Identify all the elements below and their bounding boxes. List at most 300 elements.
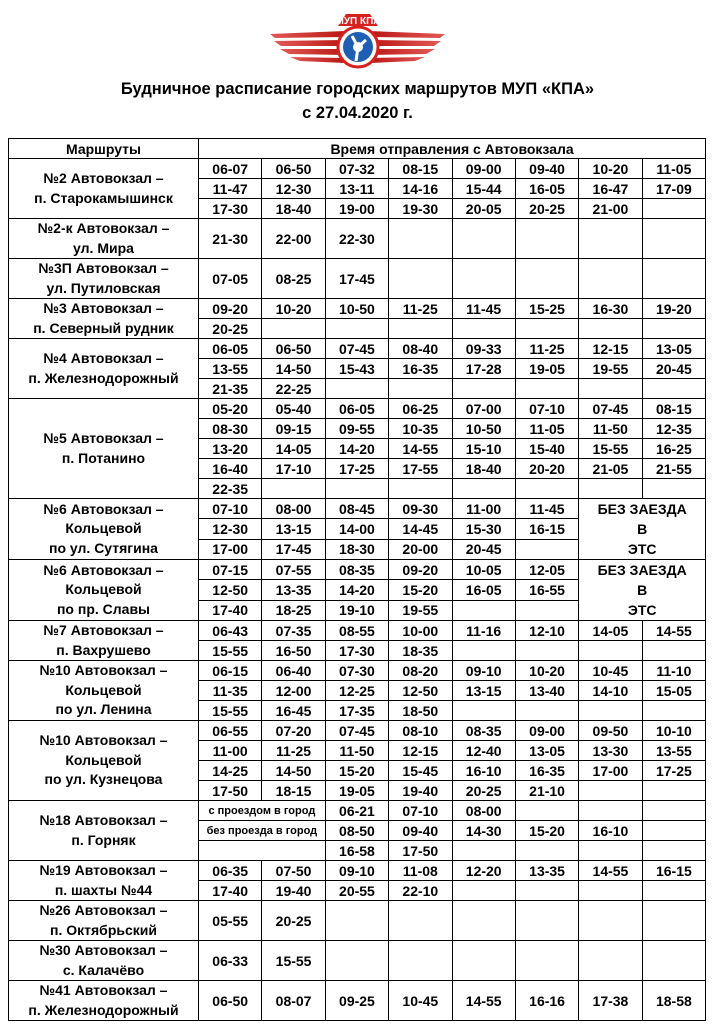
time-cell: 22-25 (262, 379, 325, 399)
time-cell: 09-15 (262, 419, 325, 439)
route-name-line: Кольцевой (65, 581, 142, 598)
time-cell: 09-55 (325, 419, 388, 439)
time-cell: 13-55 (642, 741, 705, 761)
route-name (9, 560, 199, 621)
time-cell (515, 219, 578, 259)
route-name-line: №30 Автовокзал – (39, 942, 168, 958)
time-cell: 15-55 (199, 641, 262, 661)
time-cell: 16-25 (642, 439, 705, 459)
time-cell (262, 479, 325, 499)
time-cell: 11-08 (389, 861, 452, 881)
time-cell: 06-33 (199, 941, 262, 981)
table-row (9, 661, 706, 681)
route-name (9, 621, 199, 661)
ets-note (579, 499, 706, 560)
time-cell (515, 479, 578, 499)
time-cell: 16-05 (515, 179, 578, 199)
route-name-line: №3 Автовокзал – (43, 300, 164, 316)
table-row (9, 981, 706, 1021)
time-cell: 07-00 (452, 399, 515, 419)
time-cell (642, 821, 705, 841)
time-cell: 13-35 (262, 580, 325, 600)
time-cell (452, 600, 515, 620)
time-cell: 15-43 (325, 359, 388, 379)
time-cell: 18-15 (262, 781, 325, 801)
time-cell: 14-05 (579, 621, 642, 641)
time-cell: 16-35 (389, 359, 452, 379)
route-name-line: №6 Автовокзал – (43, 500, 164, 517)
time-cell: 09-50 (579, 721, 642, 741)
table-row (9, 560, 706, 580)
time-cell: 12-15 (389, 741, 452, 761)
time-cell: 13-35 (515, 861, 578, 881)
time-cell: 17-00 (199, 539, 262, 559)
time-cell (642, 841, 705, 861)
time-cell: 08-30 (199, 419, 262, 439)
route-name-line: Кольцевой (65, 681, 142, 698)
time-cell: 11-47 (199, 179, 262, 199)
time-cell: 14-16 (389, 179, 452, 199)
time-cell: 14-25 (199, 761, 262, 781)
route-name (9, 259, 199, 299)
time-cell: 21-55 (642, 459, 705, 479)
time-cell: 07-45 (325, 339, 388, 359)
time-cell: 12-30 (262, 179, 325, 199)
time-cell (452, 379, 515, 399)
time-cell: 12-20 (452, 861, 515, 881)
ets-note-line: В (637, 582, 648, 598)
time-cell: 19-10 (325, 600, 388, 620)
time-cell (515, 881, 578, 901)
time-cell: 13-11 (325, 179, 388, 199)
time-cell: 17-10 (262, 459, 325, 479)
time-cell: 12-40 (452, 741, 515, 761)
time-cell: 19-55 (389, 600, 452, 620)
time-cell: 17-45 (325, 259, 388, 299)
route-name (9, 399, 199, 499)
route-name-line: по пр. Славы (56, 600, 151, 617)
route-name-line: №7 Автовокзал – (43, 622, 164, 638)
time-cell: 06-35 (199, 861, 262, 881)
table-row (9, 861, 706, 881)
time-cell: 10-35 (389, 419, 452, 439)
time-cell: 16-16 (515, 981, 578, 1021)
time-cell: 10-20 (262, 299, 325, 319)
time-cell (199, 841, 326, 861)
time-cell (389, 941, 452, 981)
time-cell: 10-20 (579, 159, 642, 179)
table-row (9, 721, 706, 741)
time-cell: 12-15 (579, 339, 642, 359)
time-cell: 17-38 (579, 981, 642, 1021)
time-cell: 09-20 (389, 560, 452, 580)
time-cell: 07-05 (199, 259, 262, 299)
time-cell: 08-07 (262, 981, 325, 1021)
time-cell: 10-45 (579, 661, 642, 681)
time-cell (515, 641, 578, 661)
time-cell: 13-30 (579, 741, 642, 761)
column-header-routes: Маршруты (9, 139, 199, 159)
table-header-row (9, 139, 706, 159)
time-cell: 17-25 (642, 761, 705, 781)
time-cell: 11-25 (389, 299, 452, 319)
route-name (9, 339, 199, 399)
time-cell: 14-55 (452, 981, 515, 1021)
route-name-line: №3П Автовокзал – (38, 260, 169, 276)
time-cell: 12-50 (389, 681, 452, 701)
time-cell: 07-50 (262, 861, 325, 881)
route-name-line: №2 Автовокзал – (43, 170, 164, 186)
route-name-line: п. шахты №44 (54, 881, 153, 898)
time-cell: 11-00 (199, 741, 262, 761)
time-cell: 17-35 (325, 701, 388, 721)
route-name-line: п. Северный рудник (33, 319, 174, 336)
time-cell: 10-20 (515, 661, 578, 681)
time-cell: 07-10 (199, 499, 262, 519)
route-name-line: п. Старокамышинск (34, 189, 173, 206)
time-cell (452, 219, 515, 259)
table-row (9, 259, 706, 299)
time-cell: 06-55 (199, 721, 262, 741)
time-cell: 19-40 (262, 881, 325, 901)
time-cell: 14-55 (642, 621, 705, 641)
time-cell: 09-40 (515, 159, 578, 179)
time-cell: 12-25 (325, 681, 388, 701)
time-cell: 15-30 (452, 519, 515, 539)
time-cell: 17-55 (389, 459, 452, 479)
route-name-line: №5 Автовокзал – (43, 430, 164, 446)
time-cell: 18-50 (389, 701, 452, 721)
time-cell: 19-20 (642, 299, 705, 319)
time-cell (579, 219, 642, 259)
route-name-line: п. Вахрушево (56, 641, 151, 658)
time-cell (452, 479, 515, 499)
time-cell: 19-40 (389, 781, 452, 801)
time-cell: 09-20 (199, 299, 262, 319)
time-cell (642, 379, 705, 399)
time-cell: 15-20 (325, 761, 388, 781)
time-cell (452, 841, 515, 861)
logo-text: МУП КПА (335, 16, 381, 27)
ets-note-line: БЕЗ ЗАЕЗДА (597, 501, 687, 517)
time-cell: 09-00 (452, 159, 515, 179)
time-cell: 11-45 (452, 299, 515, 319)
time-cell: 16-10 (579, 821, 642, 841)
time-cell (515, 539, 578, 559)
time-cell: 15-05 (642, 681, 705, 701)
time-cell (579, 641, 642, 661)
time-cell: 11-10 (642, 661, 705, 681)
time-cell (642, 901, 705, 941)
table-row (9, 219, 706, 259)
time-cell (389, 901, 452, 941)
time-cell: 17-28 (452, 359, 515, 379)
time-cell: 12-35 (642, 419, 705, 439)
time-cell (642, 479, 705, 499)
time-cell: 22-30 (325, 219, 388, 259)
time-cell: 08-35 (452, 721, 515, 741)
time-cell: 06-50 (262, 159, 325, 179)
time-cell: 17-30 (325, 641, 388, 661)
time-cell (452, 319, 515, 339)
route-name-line: ул. Мира (73, 239, 134, 256)
time-cell: 14-50 (262, 359, 325, 379)
time-cell: 14-50 (262, 761, 325, 781)
time-cell: 18-35 (389, 641, 452, 661)
time-cell (579, 801, 642, 821)
time-cell: 07-20 (262, 721, 325, 741)
time-cell: 15-10 (452, 439, 515, 459)
route-note: без проезда в город (199, 821, 326, 841)
time-cell: 09-10 (325, 861, 388, 881)
time-cell: 07-15 (199, 560, 262, 580)
time-cell: 15-55 (199, 701, 262, 721)
time-cell: 17-25 (325, 459, 388, 479)
time-cell: 21-10 (515, 781, 578, 801)
time-cell (325, 319, 388, 339)
time-cell (389, 319, 452, 339)
time-cell: 16-10 (452, 761, 515, 781)
logo-right-wing (370, 31, 445, 63)
time-cell: 21-00 (579, 199, 642, 219)
time-cell: 16-15 (515, 519, 578, 539)
time-cell: 15-40 (515, 439, 578, 459)
time-cell (389, 259, 452, 299)
time-cell: 14-20 (325, 580, 388, 600)
table-row (9, 339, 706, 359)
time-cell: 20-25 (262, 901, 325, 941)
time-cell (389, 479, 452, 499)
table-row (9, 399, 706, 419)
route-name-line: №6 Автовокзал – (43, 561, 164, 578)
route-name-line: №4 Автовокзал – (43, 350, 164, 366)
time-cell (325, 901, 388, 941)
company-logo (0, 0, 715, 80)
time-cell: 16-05 (452, 580, 515, 600)
time-cell: 17-09 (642, 179, 705, 199)
route-name-line: №26 Автовокзал – (39, 902, 168, 918)
time-cell: 12-50 (199, 580, 262, 600)
time-cell (579, 259, 642, 299)
time-cell: 15-55 (262, 941, 325, 981)
time-cell: 16-58 (325, 841, 388, 861)
time-cell: 18-58 (642, 981, 705, 1021)
time-cell: 14-00 (325, 519, 388, 539)
time-cell: 20-25 (515, 199, 578, 219)
time-cell: 20-00 (389, 539, 452, 559)
time-cell: 19-30 (389, 199, 452, 219)
route-name-line: Кольцевой (65, 520, 142, 537)
time-cell (579, 881, 642, 901)
route-name (9, 901, 199, 941)
column-header-times: Время отправления с Автовокзала (199, 139, 706, 159)
time-cell: 20-25 (452, 781, 515, 801)
time-cell: 18-25 (262, 600, 325, 620)
time-cell: 16-40 (199, 459, 262, 479)
time-cell: 06-05 (325, 399, 388, 419)
time-cell: 08-20 (389, 661, 452, 681)
time-cell: 05-40 (262, 399, 325, 419)
time-cell: 17-30 (199, 199, 262, 219)
time-cell: 17-40 (199, 881, 262, 901)
time-cell: 14-55 (579, 861, 642, 881)
time-cell: 20-55 (325, 881, 388, 901)
time-cell: 10-45 (389, 981, 452, 1021)
time-cell: 21-30 (199, 219, 262, 259)
time-cell: 13-15 (262, 519, 325, 539)
route-name-line: по ул. Кузнецова (44, 771, 163, 788)
time-cell: 06-25 (389, 399, 452, 419)
route-note: с проездом в город (199, 801, 326, 821)
time-cell: 15-45 (389, 761, 452, 781)
time-cell: 20-05 (452, 199, 515, 219)
time-cell (515, 901, 578, 941)
time-cell: 15-44 (452, 179, 515, 199)
route-name-line: п. Железнодорожный (28, 369, 179, 386)
time-cell: 19-55 (579, 359, 642, 379)
time-cell: 09-30 (389, 499, 452, 519)
time-cell: 18-40 (452, 459, 515, 479)
time-cell (642, 219, 705, 259)
time-cell: 16-47 (579, 179, 642, 199)
route-name-line: №41 Автовокзал – (39, 982, 168, 998)
time-cell: 11-45 (515, 499, 578, 519)
time-cell (452, 259, 515, 299)
time-cell: 12-30 (199, 519, 262, 539)
route-name (9, 219, 199, 259)
time-cell: 17-40 (199, 600, 262, 620)
time-cell: 08-40 (389, 339, 452, 359)
time-cell: 08-25 (262, 259, 325, 299)
time-cell: 11-16 (452, 621, 515, 641)
time-cell: 08-00 (262, 499, 325, 519)
time-cell (325, 479, 388, 499)
time-cell (325, 941, 388, 981)
ets-note-line: ЭТС (627, 541, 657, 557)
time-cell: 21-05 (579, 459, 642, 479)
time-cell: 17-50 (199, 781, 262, 801)
time-cell: 06-50 (199, 981, 262, 1021)
route-name (9, 941, 199, 981)
time-cell (515, 319, 578, 339)
time-cell: 13-15 (452, 681, 515, 701)
time-cell (515, 259, 578, 299)
time-cell: 08-45 (325, 499, 388, 519)
time-cell: 16-35 (515, 761, 578, 781)
time-cell: 07-10 (515, 399, 578, 419)
time-cell: 10-10 (642, 721, 705, 741)
route-name-line: п. Октябрьский (50, 921, 157, 938)
time-cell (515, 801, 578, 821)
time-cell (579, 941, 642, 981)
page-date: с 27.04.2020 г. (302, 104, 413, 122)
time-cell: 09-00 (515, 721, 578, 741)
time-cell: 05-20 (199, 399, 262, 419)
time-cell (452, 941, 515, 981)
route-name-line: Кольцевой (65, 751, 142, 768)
ets-note (579, 560, 706, 621)
route-name-line: п. Горняк (71, 831, 136, 848)
time-cell: 19-00 (325, 199, 388, 219)
route-name (9, 499, 199, 560)
time-cell: 06-15 (199, 661, 262, 681)
ets-note-line: БЕЗ ЗАЕЗДА (597, 562, 687, 578)
time-cell: 14-20 (325, 439, 388, 459)
time-cell (579, 479, 642, 499)
time-cell: 15-55 (579, 439, 642, 459)
time-cell: 12-05 (515, 560, 578, 580)
route-name-line: с. Калачёво (62, 961, 145, 978)
time-cell: 14-05 (262, 439, 325, 459)
time-cell: 07-35 (262, 621, 325, 641)
time-cell: 19-05 (515, 359, 578, 379)
time-cell (642, 801, 705, 821)
time-cell: 16-55 (515, 580, 578, 600)
time-cell: 11-25 (262, 741, 325, 761)
time-cell (579, 319, 642, 339)
time-cell: 22-10 (389, 881, 452, 901)
time-cell: 14-45 (389, 519, 452, 539)
time-cell: 11-50 (579, 419, 642, 439)
time-cell (515, 379, 578, 399)
time-cell: 07-30 (325, 661, 388, 681)
time-cell: 06-40 (262, 661, 325, 681)
timetable (8, 138, 706, 1021)
route-name-line: по ул. Ленина (55, 701, 152, 718)
time-cell: 08-00 (452, 801, 515, 821)
time-cell (579, 841, 642, 861)
time-cell: 16-50 (262, 641, 325, 661)
time-cell: 13-05 (642, 339, 705, 359)
time-cell: 22-35 (199, 479, 262, 499)
time-cell (642, 641, 705, 661)
time-cell: 19-05 (325, 781, 388, 801)
time-cell: 07-45 (579, 399, 642, 419)
time-cell: 20-20 (515, 459, 578, 479)
table-row (9, 499, 706, 519)
time-cell: 09-25 (325, 981, 388, 1021)
time-cell: 08-55 (325, 621, 388, 641)
time-cell: 06-43 (199, 621, 262, 641)
time-cell: 09-40 (389, 821, 452, 841)
time-cell: 11-25 (515, 339, 578, 359)
time-cell (642, 881, 705, 901)
route-name (9, 661, 199, 721)
route-name (9, 981, 199, 1021)
time-cell: 08-15 (389, 159, 452, 179)
time-cell: 13-55 (199, 359, 262, 379)
time-cell (515, 841, 578, 861)
route-name-line: по ул. Сутягина (49, 539, 158, 556)
time-cell: 14-55 (389, 439, 452, 459)
time-cell: 20-25 (199, 319, 262, 339)
time-cell (642, 781, 705, 801)
page-title: Будничное расписание городских маршрутов МУП «КПА» (120, 80, 595, 98)
time-cell (515, 701, 578, 721)
time-cell (389, 219, 452, 259)
time-cell: 10-50 (325, 299, 388, 319)
table-row (9, 901, 706, 941)
time-cell: 07-55 (262, 560, 325, 580)
time-cell (642, 259, 705, 299)
time-cell (452, 641, 515, 661)
time-cell: 11-50 (325, 741, 388, 761)
route-name (9, 801, 199, 861)
time-cell (642, 701, 705, 721)
time-cell: 09-33 (452, 339, 515, 359)
table-row (9, 801, 706, 821)
time-cell: 10-50 (452, 419, 515, 439)
